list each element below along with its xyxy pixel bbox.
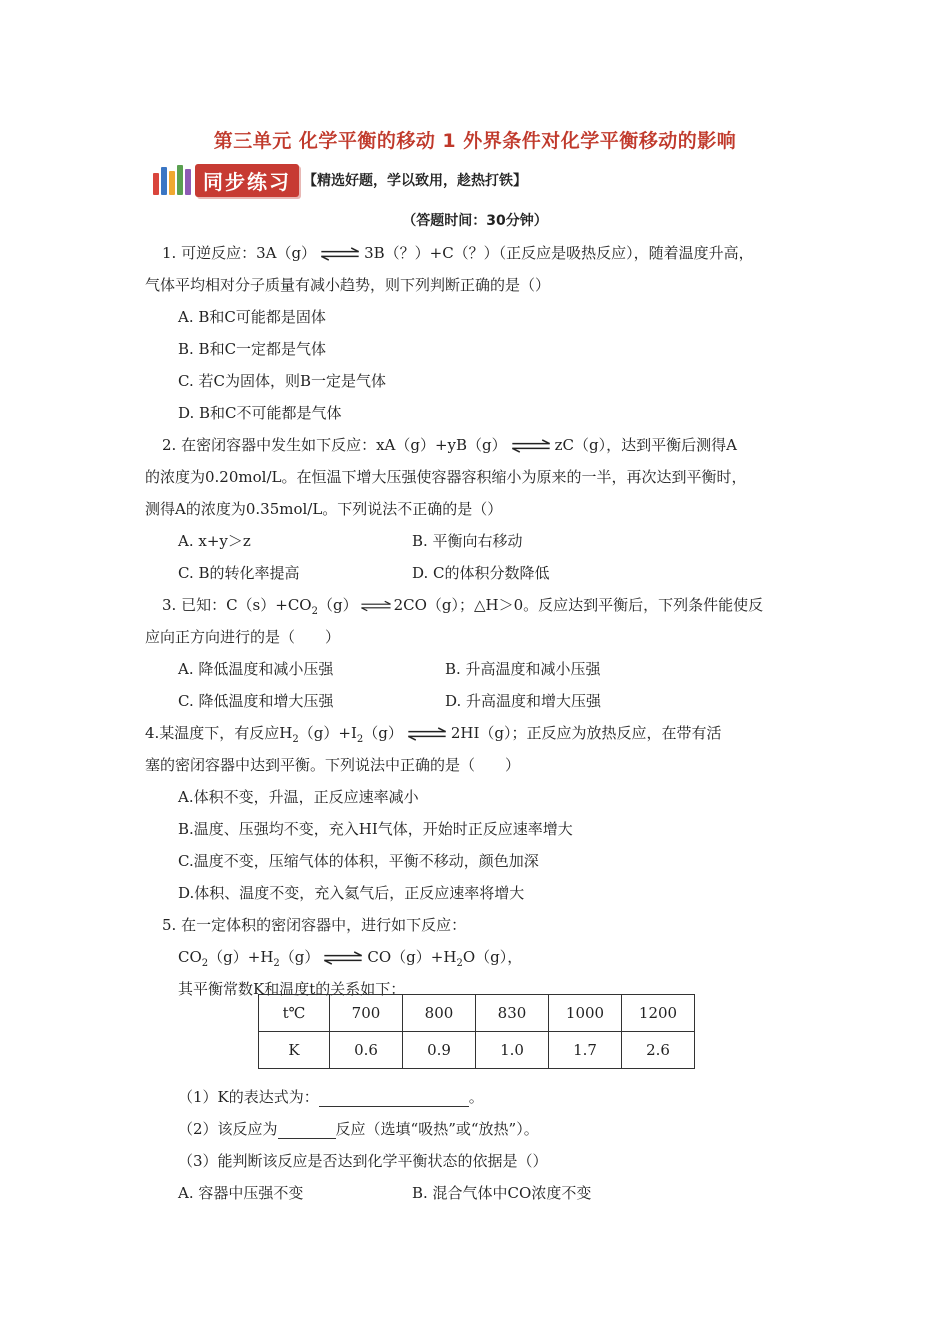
q1-line1: 1. 可逆反应：3A（g） 3B（？）+C（？）（正反应是吸热反应），随着温度升高，: [162, 244, 754, 262]
q3-line1: 3. 已知：$C(s)+CO_2(g)$ 2CO（g）；△H＞0。反应达到平衡后，下列条件能使反: [162, 596, 764, 617]
time-note: （答题时间：30分钟）: [402, 213, 548, 229]
answer-blank: [278, 1124, 336, 1139]
q5-part2: （2）该反应为 反应（选填“吸热”或“放热”）。: [178, 1120, 539, 1138]
banner-subtitle: 【精选好题，学以致用，趁热打铁】: [303, 173, 527, 189]
q5-line1: 5. 在一定体积的密闭容器中，进行如下反应：: [162, 916, 467, 934]
q2-option-c: C. B的转化率提高: [178, 564, 300, 582]
q3-option-a: A. 降低温度和减小压强: [178, 660, 334, 678]
table-cell: K: [259, 1032, 330, 1069]
table-row: [259, 1032, 695, 1069]
q1-line2: 气体平均相对分子质量有减小趋势，则下列判断正确的是（）: [145, 276, 551, 294]
table-cell: 0.9: [403, 1032, 476, 1069]
table-cell: 800: [403, 995, 476, 1032]
q5-option-b: B. 混合气体中CO浓度不变: [412, 1184, 592, 1202]
q3-option-c: C. 降低温度和增大压强: [178, 692, 334, 710]
equilibrium-arrow-icon: [318, 247, 362, 261]
q1-option-d: D. B和C不可能都是气体: [178, 404, 342, 422]
q4-option-a: A.体积不变，升温，正反应速率减小: [178, 788, 419, 806]
q3-line2: 应向正方向进行的是（ ）: [145, 628, 341, 646]
table-cell: 2.6: [622, 1032, 695, 1069]
q1-option-a: A. B和C可能都是固体: [178, 308, 326, 326]
banner-label: 同步练习: [195, 164, 299, 197]
q5-equation: $CO_2(g)+H_2(g)$ $CO(g)+H_2O(g)$，: [178, 948, 523, 969]
table-cell: 1.0: [476, 1032, 549, 1069]
table-row: [259, 995, 695, 1032]
q1-option-b: B. B和C一定都是气体: [178, 340, 327, 358]
q2-line3: 测得A的浓度为0.35mol/L。下列说法不正确的是（）: [145, 500, 503, 518]
table-cell: 1.7: [549, 1032, 622, 1069]
q4-option-d: D.体积、温度不变，充入氦气后，正反应速率将增大: [178, 884, 525, 902]
q5-line3: 其平衡常数K和温度t的关系如下：: [178, 980, 406, 998]
q4-option-b: B.温度、压强均不变，充入HI气体，开始时正反应速率增大: [178, 820, 573, 838]
q1-option-c: C. 若C为固体，则B一定是气体: [178, 372, 386, 390]
table-cell: 700: [330, 995, 403, 1032]
q4-line2: 塞的密闭容器中达到平衡。下列说法中正确的是（ ）: [145, 756, 521, 774]
q2-line2: 的浓度为0.20mol/L。在恒温下增大压强使容器容积缩小为原来的一半，再次达到平衡时，: [145, 468, 747, 486]
q3-option-b: B. 升高温度和减小压强: [445, 660, 601, 678]
equilibrium-arrow-icon: [321, 951, 365, 965]
answer-blank: [319, 1092, 469, 1107]
q2-option-b: B. 平衡向右移动: [412, 532, 523, 550]
equilibrium-arrow-icon: [360, 599, 392, 613]
k-temperature-table: [258, 994, 695, 1069]
table-cell: 0.6: [330, 1032, 403, 1069]
q5-option-a: A. 容器中压强不变: [178, 1184, 304, 1202]
q5-part3: （3）能判断该反应是否达到化学平衡状态的依据是（）: [178, 1152, 548, 1170]
q4-line1: 4.某温度下，有反应$H_2(g)+I_2(g)$ 2HI（g）；正反应为放热反应，在带有活: [145, 724, 722, 745]
books-icon: [153, 165, 191, 195]
equilibrium-arrow-icon: [509, 439, 553, 453]
table-cell: t℃: [259, 995, 330, 1032]
section-banner: [153, 162, 527, 198]
q5-part1: （1）K的表达式为： 。: [178, 1088, 484, 1106]
q2-option-a: A. x+y＞z: [178, 532, 251, 550]
q2-line1: 2. 在密闭容器中发生如下反应：xA（g）+yB（g） zC（g），达到平衡后测得A: [162, 436, 737, 454]
table-cell: 830: [476, 995, 549, 1032]
q2-option-d: D. C的体积分数降低: [412, 564, 550, 582]
page-title: 第三单元 化学平衡的移动 1 外界条件对化学平衡移动的影响: [213, 130, 737, 152]
table-cell: 1000: [549, 995, 622, 1032]
table-cell: 1200: [622, 995, 695, 1032]
q4-option-c: C.温度不变，压缩气体的体积，平衡不移动，颜色加深: [178, 852, 539, 870]
q3-option-d: D. 升高温度和增大压强: [445, 692, 602, 710]
equilibrium-arrow-icon: [405, 727, 449, 741]
